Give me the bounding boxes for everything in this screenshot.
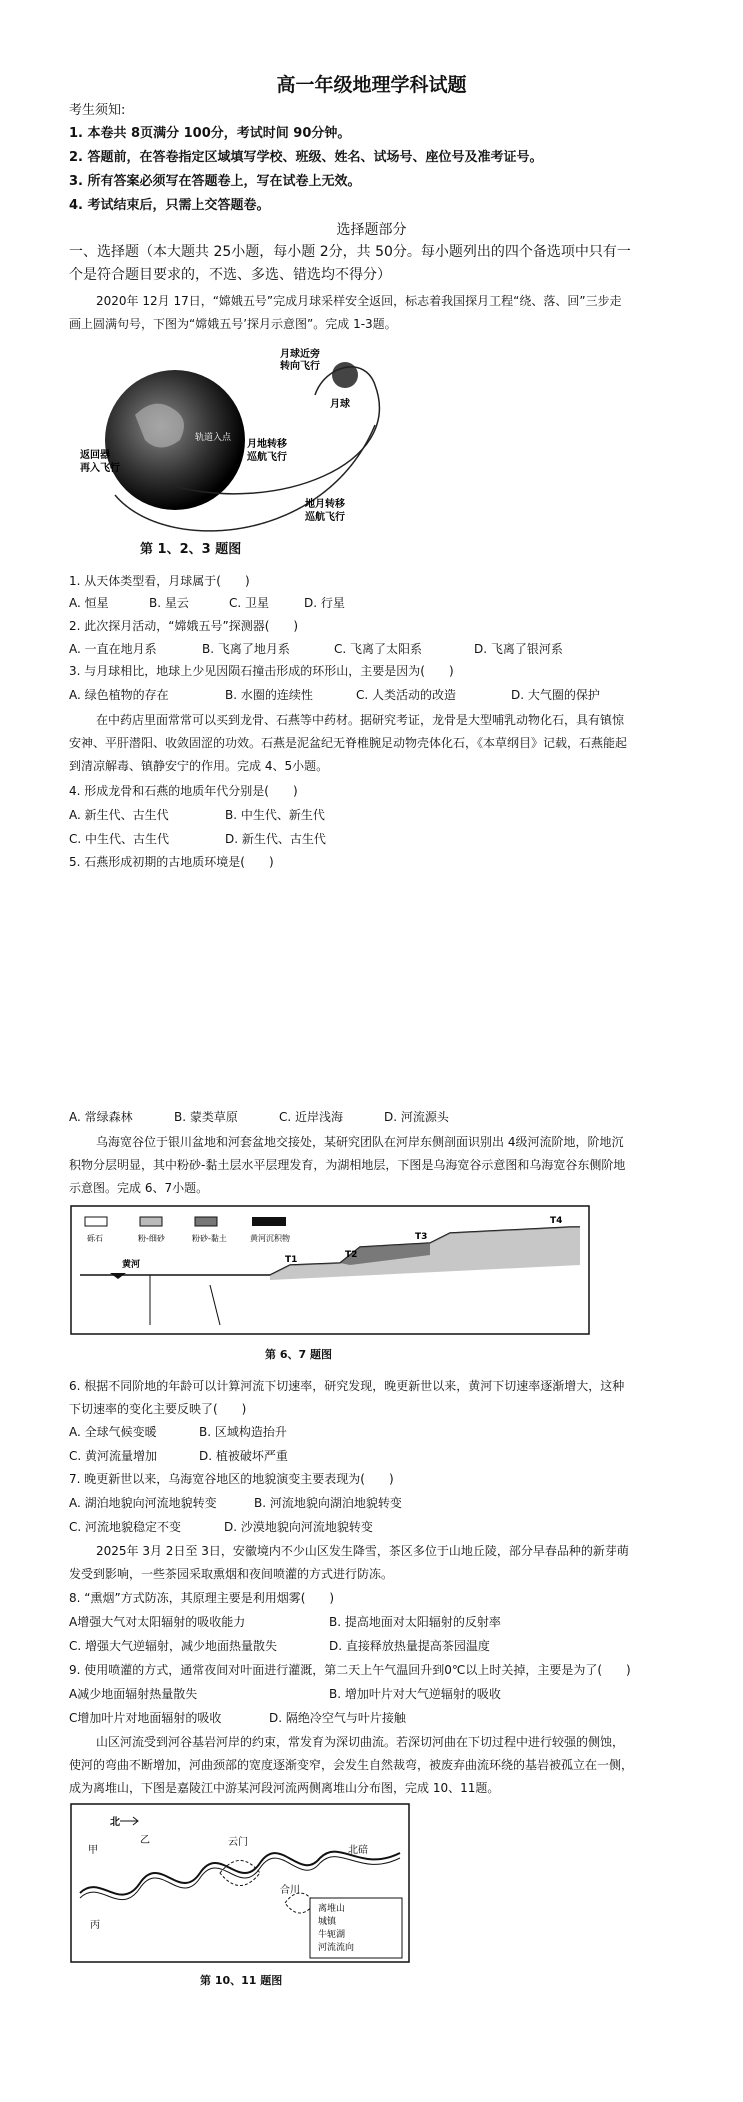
option-a: A增强大气对太阳辐射的吸收能力 <box>69 1615 246 1629</box>
figure-label: 再入飞行 <box>80 463 120 474</box>
place-label: 云门 <box>228 1837 248 1848</box>
option-d: D. 隔绝冷空气与叶片接触 <box>269 1711 406 1725</box>
passage-text: 成为离堆山，下图是嘉陵江中游某河段河流两侧离堆山分布图，完成 10、11题。 <box>69 1781 500 1795</box>
option-d: D. 直接释放热量提高茶园温度 <box>329 1639 490 1653</box>
terrace-label: T2 <box>345 1250 358 1260</box>
figure-label: 月球近旁 <box>280 349 320 360</box>
option-b: B. 河流地貌向湖泊地貌转变 <box>254 1496 402 1510</box>
option-c: C. 增强大气逆辐射，减少地面热量散失 <box>69 1639 278 1653</box>
figure-label: 轨道入点 <box>195 433 232 443</box>
legend-label: 粉砂-黏土 <box>192 1234 227 1243</box>
notice-item: 3. 所有答案必须写在答题卷上，写在试卷上无效。 <box>69 174 361 189</box>
option-d: D. 河流源头 <box>384 1110 449 1124</box>
passage-text: 山区河流受到河谷基岩河岸的约束，常发育为深切曲流。若深切河曲在下切过程中进行较强的侧蚀， <box>96 1735 625 1749</box>
option-b: B. 星云 <box>149 596 189 610</box>
legend-label: 离堆山 <box>318 1904 346 1914</box>
option-a: A减少地面辐射热量散失 <box>69 1687 198 1701</box>
option-a: A. 一直在地月系 <box>69 642 157 656</box>
figure-label: 转向飞行 <box>280 361 320 372</box>
figure-label: 巡航飞行 <box>305 512 345 523</box>
option-d: D. 沙漠地貌向河流地貌转变 <box>224 1520 373 1534</box>
question-stem: 9. 使用喷灌的方式，通常夜间对叶面进行灌溉，第二天上午气温回升到0℃以上时关掉，主要是为了( ) <box>69 1663 631 1677</box>
passage-text: 使河的弯曲不断增加，河曲颈部的宽度逐渐变窄，会发生自然裁弯，被废弃曲流环绕的基岩被孤立在一侧， <box>69 1758 634 1772</box>
option-a: A. 新生代、古生代 <box>69 808 169 822</box>
north-label: 北 <box>110 1817 120 1828</box>
option-c: C. 中生代、古生代 <box>69 832 170 846</box>
figure-label: 巡航飞行 <box>247 452 287 463</box>
option-d: D. 大气圈的保护 <box>511 688 600 702</box>
option-d: D. 飞离了银河系 <box>474 642 563 656</box>
legend-swatch <box>195 1217 217 1226</box>
figure-label: 月球 <box>330 399 350 410</box>
option-c: C. 卫星 <box>229 596 270 610</box>
page-title: 高一年级地理学科试题 <box>276 74 467 96</box>
option-d: D. 植被破坏严重 <box>199 1449 288 1463</box>
figure-caption: 第 6、7 题图 <box>265 1348 332 1361</box>
figure-caption: 第 10、11 题图 <box>200 1974 283 1987</box>
passage-text: 画上圆满句号，下图为“嫦娥五号’探月示意图”。完成 1-3题。 <box>69 317 397 331</box>
terrace-figure <box>70 1205 590 1335</box>
legend-label: 城镇 <box>318 1917 337 1927</box>
option-a: A. 恒星 <box>69 596 109 610</box>
notice-item: 1. 本卷共 8页满分 100分，考试时间 90分钟。 <box>69 126 351 141</box>
question-stem: 8. “熏烟”方式防冻，其原理主要是利用烟雾( ) <box>69 1591 335 1605</box>
passage-text: 到清凉解毒、镇静安宁的作用。完成 4、5小题。 <box>69 759 329 773</box>
option-d: D. 新生代、古生代 <box>225 832 326 846</box>
option-b: B. 水圈的连续性 <box>225 688 313 702</box>
place-label: 丙 <box>90 1920 100 1931</box>
option-c: C. 黄河流量增加 <box>69 1449 158 1463</box>
legend-label: 牛轭湖 <box>318 1930 346 1940</box>
river-map-figure <box>70 1803 410 1963</box>
notice-heading: 考生须知: <box>69 103 126 118</box>
option-a: A. 湖泊地貌向河流地貌转变 <box>69 1496 217 1510</box>
option-c: C. 河流地貌稳定不变 <box>69 1520 182 1534</box>
figure-caption: 第 1、2、3 题图 <box>140 542 242 557</box>
question-stem: 4. 形成龙骨和石燕的地质年代分别是( ) <box>69 784 298 798</box>
question-stem: 2. 此次探月活动，“嫦娥五号”探测器( ) <box>69 619 299 633</box>
legend-swatch <box>252 1217 286 1226</box>
question-stem: 7. 晚更新世以来，乌海宽谷地区的地貌演变主要表现为( ) <box>69 1472 394 1486</box>
option-b: B. 蒙类草原 <box>174 1110 238 1124</box>
figure-label: 地月转移 <box>305 499 345 510</box>
passage-text: 安神、平肝潜阳、收敛固涩的功效。石燕是泥盆纪无脊椎腕足动物壳体化石，《本草纲目》记载，石燕能起 <box>69 736 628 750</box>
river-label: 黄河 <box>122 1260 141 1270</box>
moon-graphic <box>332 362 358 388</box>
option-a: A. 全球气候变暖 <box>69 1425 157 1439</box>
option-c: C. 飞离了太阳系 <box>334 642 423 656</box>
section-intro: 个是符合题目要求的，不选、多选、错选均不得分） <box>69 267 391 283</box>
terrace-label: T1 <box>285 1255 298 1265</box>
option-a: A. 常绿森林 <box>69 1110 133 1124</box>
legend-label: 砾石 <box>87 1234 103 1243</box>
question-stem: 1. 从天体类型看，月球属于( ) <box>69 574 250 588</box>
option-b: B. 区域构造抬升 <box>199 1425 287 1439</box>
option-b: B. 提高地面对太阳辐射的反射率 <box>329 1615 501 1629</box>
option-a: A. 绿色植物的存在 <box>69 688 169 702</box>
option-b: B. 飞离了地月系 <box>202 642 290 656</box>
passage-text: 2025年 3月 2日至 3日，安徽境内不少山区发生降雪，茶区多位于山地丘陵，部分早春品种的新芽萌 <box>96 1544 629 1558</box>
chang-e-figure <box>75 345 525 560</box>
option-b: B. 中生代、新生代 <box>225 808 325 822</box>
terrace-label: T3 <box>415 1232 428 1242</box>
place-label: 甲 <box>88 1845 98 1856</box>
passage-text: 2020年 12月 17日，“嫦娥五号”完成月球采样安全返回，标志着我国探月工程“绕、落、回”三步走 <box>96 294 622 308</box>
place-label: 北碚 <box>348 1845 368 1856</box>
passage-text: 乌海宽谷位于银川盆地和河套盆地交接处，某研究团队在河岸东侧剖面识别出 4级河流阶地，阶地沉 <box>96 1135 624 1149</box>
option-c: C增加叶片对地面辐射的吸收 <box>69 1711 222 1725</box>
place-label: 乙 <box>140 1835 150 1846</box>
question-stem: 3. 与月球相比，地球上少见因陨石撞击形成的环形山，主要是因为( ) <box>69 664 454 678</box>
legend-label: 黄河沉积物 <box>250 1234 290 1243</box>
question-stem: 5. 石燕形成初期的古地质环境是( ) <box>69 855 274 869</box>
terrace-label: T4 <box>550 1216 563 1226</box>
figure-label: 月地转移 <box>247 439 287 450</box>
option-d: D. 行星 <box>304 596 345 610</box>
question-stem: 下切速率的变化主要反映了( ) <box>69 1402 247 1416</box>
figure-label: 返回器 <box>80 450 110 461</box>
map-legend <box>310 1898 402 1958</box>
option-c: C. 近岸浅海 <box>279 1110 344 1124</box>
place-label: 合川 <box>280 1885 300 1896</box>
passage-text: 积物分层明显，其中粉砂-黏土层水平层理发育，为湖相地层，下图是乌海宽谷示意图和乌海宽谷东侧阶地 <box>69 1158 626 1172</box>
legend-label: 河流流向 <box>318 1943 355 1953</box>
section-title: 选择题部分 <box>336 222 407 238</box>
legend-label: 粉-细砂 <box>138 1234 165 1243</box>
question-stem: 6. 根据不同阶地的年龄可以计算河流下切速率，研究发现，晚更新世以来，黄河下切速率逐渐增大，这种 <box>69 1379 625 1393</box>
passage-text: 发受到影响，一些茶园采取熏烟和夜间喷灌的方式进行防冻。 <box>69 1567 394 1581</box>
notice-item: 2. 答题前，在答卷指定区域填写学校、班级、姓名、试场号、座位号及准考证号。 <box>69 150 543 165</box>
notice-item: 4. 考试结束后，只需上交答题卷。 <box>69 198 270 213</box>
option-c: C. 人类活动的改造 <box>356 688 457 702</box>
option-b: B. 增加叶片对大气逆辐射的吸收 <box>329 1687 501 1701</box>
legend-swatch <box>140 1217 162 1226</box>
passage-text: 在中药店里面常常可以买到龙骨、石燕等中药材。据研究考证，龙骨是大型哺乳动物化石，具有镇惊 <box>96 713 625 727</box>
section-intro: 一、选择题（本大题共 25小题，每小题 2分，共 50分。每小题列出的四个备选项中只有一 <box>69 244 631 260</box>
passage-text: 示意图。完成 6、7小题。 <box>69 1181 209 1195</box>
